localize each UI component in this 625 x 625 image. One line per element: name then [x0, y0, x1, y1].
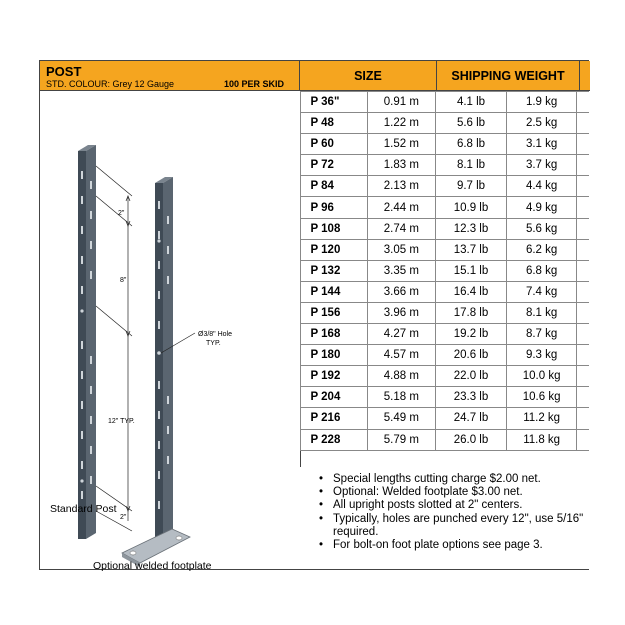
weight-kg: 6.2 kg	[507, 239, 577, 260]
weight-lb: 13.7 lb	[435, 239, 506, 260]
table-header	[300, 61, 590, 91]
note-item: • Special lengths cutting charge $2.00 net.	[333, 473, 615, 486]
metric-length: 3.05 m	[367, 239, 435, 260]
post-size: P 132	[300, 260, 367, 281]
post-spec-sheet	[39, 60, 589, 570]
product-subtitle	[46, 79, 285, 89]
weight-lb: 15.1 lb	[435, 260, 506, 281]
weight-kg: 11.2 kg	[507, 408, 577, 429]
table-cell-empty	[577, 408, 589, 429]
post-size: P 216	[300, 408, 367, 429]
table-row	[300, 366, 589, 387]
table-row	[300, 113, 589, 134]
table-row	[300, 324, 589, 345]
table-cell-empty	[577, 197, 589, 218]
weight-lb: 22.0 lb	[435, 366, 506, 387]
post-size: P 36"	[300, 92, 367, 113]
weight-kg: 2.5 kg	[507, 113, 577, 134]
weight-lb: 26.0 lb	[435, 429, 506, 450]
table-row	[300, 429, 589, 450]
post-size: P 60	[300, 134, 367, 155]
metric-length: 1.22 m	[367, 113, 435, 134]
spec-table	[300, 91, 589, 451]
notes-list	[315, 473, 615, 552]
standard-colour: STD. COLOUR: Grey 12 Gauge	[46, 79, 175, 89]
post-size: P 228	[300, 429, 367, 450]
weight-lb: 17.8 lb	[435, 302, 506, 323]
table-row	[300, 260, 589, 281]
table-cell-empty	[577, 218, 589, 239]
table-row	[300, 92, 589, 113]
per-skid: 100 PER SKID	[224, 79, 285, 89]
post-size: P 144	[300, 281, 367, 302]
post-size: P 120	[300, 239, 367, 260]
weight-lb: 20.6 lb	[435, 345, 506, 366]
weight-kg: 3.1 kg	[507, 134, 577, 155]
metric-length: 5.18 m	[367, 387, 435, 408]
weight-kg: 1.9 kg	[507, 92, 577, 113]
metric-length: 5.79 m	[367, 429, 435, 450]
weight-kg: 5.6 kg	[507, 218, 577, 239]
weight-lb: 8.1 lb	[435, 155, 506, 176]
hole-label: Ø3/8" Hole	[198, 331, 233, 338]
table-row	[300, 176, 589, 197]
weight-lb: 19.2 lb	[435, 324, 506, 345]
post-size: P 156	[300, 302, 367, 323]
size-weight-table	[300, 91, 590, 467]
table-cell-empty	[577, 260, 589, 281]
weight-lb: 24.7 lb	[435, 408, 506, 429]
table-row	[300, 408, 589, 429]
table-cell-empty	[577, 429, 589, 450]
metric-length: 4.57 m	[367, 345, 435, 366]
post-size: P 204	[300, 387, 367, 408]
dim-mid: 8"	[120, 277, 127, 284]
dim-bottom: 2"	[120, 514, 127, 521]
post-size: P 96	[300, 197, 367, 218]
metric-length: 1.52 m	[367, 134, 435, 155]
table-row	[300, 197, 589, 218]
footplate-post	[122, 177, 190, 567]
weight-lb: 23.3 lb	[435, 387, 506, 408]
table-row	[300, 281, 589, 302]
note-item: • All upright posts slotted at 2" centers.	[333, 499, 615, 512]
post-size: P 72	[300, 155, 367, 176]
post-size: P 168	[300, 324, 367, 345]
table-cell-empty	[577, 176, 589, 197]
table-cell-empty	[577, 155, 589, 176]
weight-kg: 6.8 kg	[507, 260, 577, 281]
product-title: POST	[46, 64, 82, 79]
weight-lb: 9.7 lb	[435, 176, 506, 197]
post-size: P 192	[300, 366, 367, 387]
weight-kg: 9.3 kg	[507, 345, 577, 366]
post-size: P 48	[300, 113, 367, 134]
table-row	[300, 387, 589, 408]
weight-kg: 4.4 kg	[507, 176, 577, 197]
metric-length: 2.44 m	[367, 197, 435, 218]
weight-lb: 5.6 lb	[435, 113, 506, 134]
product-header	[40, 61, 300, 91]
weight-kg: 8.7 kg	[507, 324, 577, 345]
weight-kg: 8.1 kg	[507, 302, 577, 323]
metric-length: 3.35 m	[367, 260, 435, 281]
footplate-label: Optional welded footplate	[93, 560, 212, 572]
metric-length: 3.66 m	[367, 281, 435, 302]
table-cell-empty	[577, 366, 589, 387]
size-header: SIZE	[300, 61, 437, 91]
note-item: • Optional: Welded footplate $3.00 net.	[333, 486, 615, 499]
weight-kg: 11.8 kg	[507, 429, 577, 450]
metric-length: 4.27 m	[367, 324, 435, 345]
table-cell-empty	[577, 239, 589, 260]
weight-lb: 16.4 lb	[435, 281, 506, 302]
table-cell-empty	[577, 324, 589, 345]
metric-length: 3.96 m	[367, 302, 435, 323]
table-cell-empty	[577, 345, 589, 366]
table-row	[300, 155, 589, 176]
hole-label-typ: TYP.	[206, 340, 221, 347]
table-cell-empty	[577, 92, 589, 113]
metric-length: 0.91 m	[367, 92, 435, 113]
table-row	[300, 239, 589, 260]
table-cell-empty	[577, 134, 589, 155]
post-size: P 84	[300, 176, 367, 197]
weight-kg: 10.0 kg	[507, 366, 577, 387]
post-diagram	[40, 91, 300, 571]
weight-kg: 7.4 kg	[507, 281, 577, 302]
table-row	[300, 302, 589, 323]
table-row	[300, 345, 589, 366]
table-row	[300, 218, 589, 239]
metric-length: 4.88 m	[367, 366, 435, 387]
weight-lb: 4.1 lb	[435, 92, 506, 113]
shipping-weight-header: SHIPPING WEIGHT	[437, 61, 580, 91]
table-cell-empty	[577, 302, 589, 323]
post-illustration	[40, 91, 300, 571]
weight-lb: 6.8 lb	[435, 134, 506, 155]
post-size: P 180	[300, 345, 367, 366]
note-item: • For bolt-on foot plate options see page 3.	[333, 539, 615, 552]
weight-lb: 10.9 lb	[435, 197, 506, 218]
note-item: • Typically, holes are punched every 12", use 5/16" required.	[333, 513, 615, 539]
table-cell-empty	[577, 281, 589, 302]
dimension-lines	[96, 166, 132, 531]
metric-length: 1.83 m	[367, 155, 435, 176]
weight-lb: 12.3 lb	[435, 218, 506, 239]
weight-kg: 4.9 kg	[507, 197, 577, 218]
notes	[315, 473, 615, 552]
weight-kg: 3.7 kg	[507, 155, 577, 176]
weight-kg: 10.6 kg	[507, 387, 577, 408]
table-cell-empty	[577, 113, 589, 134]
standard-post	[78, 145, 96, 539]
table-row	[300, 134, 589, 155]
metric-length: 5.49 m	[367, 408, 435, 429]
metric-length: 2.74 m	[367, 218, 435, 239]
standard-post-label: Standard Post	[50, 503, 117, 515]
post-size: P 108	[300, 218, 367, 239]
table-cell-empty	[577, 387, 589, 408]
dim-typ: 12" TYP.	[108, 418, 135, 425]
dim-top: 2"	[118, 210, 125, 217]
metric-length: 2.13 m	[367, 176, 435, 197]
